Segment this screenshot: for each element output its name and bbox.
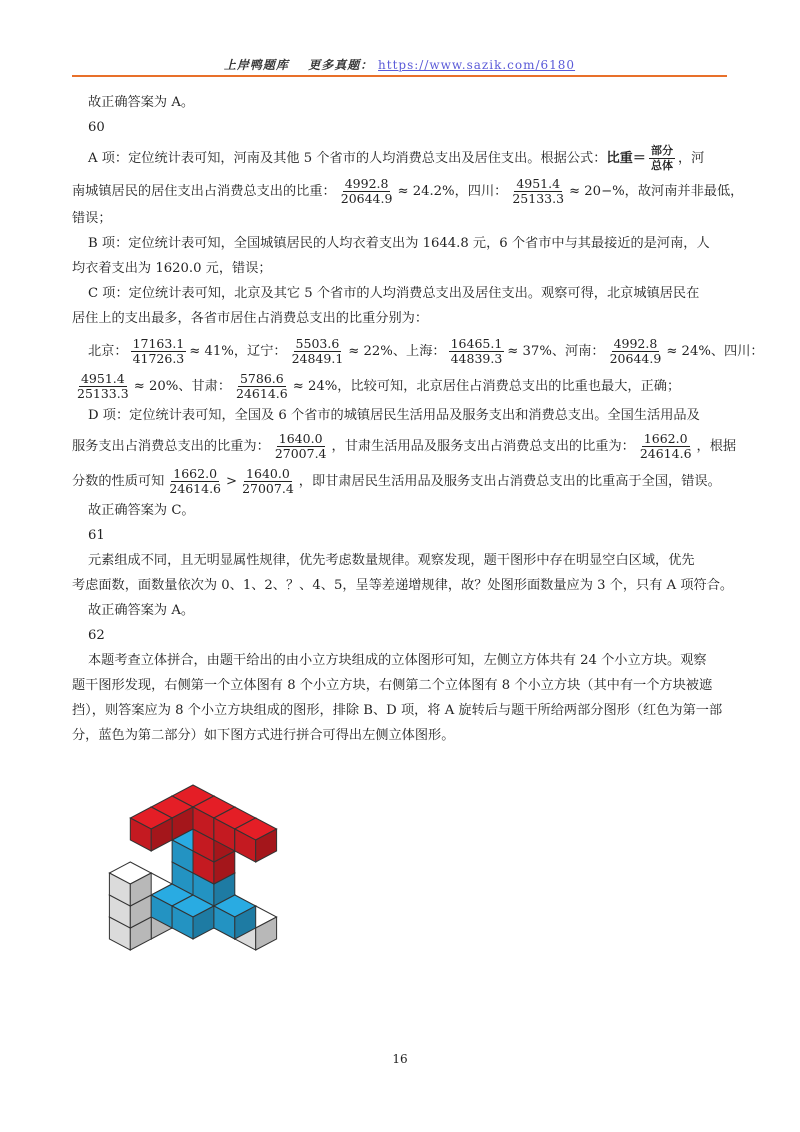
- fraction: $\frac{5786.6}{24614.6}$: [236, 371, 288, 401]
- brand-name: 上岸鸭题库: [223, 58, 289, 72]
- text-line: 故正确答案为 A。: [88, 95, 195, 110]
- text-line: C 项：定位统计表可知，北京及其它 5 个省市的人均消费总支出及居住支出。观察可得，北京城镇居民在: [88, 286, 700, 301]
- fraction: $\frac{5503.6}{24849.1}$: [291, 336, 344, 366]
- text-line: 挡），则答案应为 8 个小立方块组成的图形，排除 B、D 项，将 A 旋转后与题干所给两部分图形（红色为第一部: [72, 703, 723, 718]
- page-number: 16: [392, 1052, 408, 1066]
- fraction: $\frac{1640.0}{27007.4}$: [242, 466, 294, 496]
- fraction: $\frac{1662.0}{24614.6}$: [169, 466, 222, 496]
- text-line: 题干图形发现，右侧第一个立体图有 8 个小立方块，右侧第二个立体图有 8 个小立方块（其中有一个方块被遮: [72, 678, 713, 693]
- fraction: $\frac{1640.0}{27007.4}$: [274, 431, 327, 461]
- text-line: 分，蓝色为第二部分）如下图方式进行拼合可得出左侧立体图形。: [72, 728, 455, 743]
- text-line: B 项：定位统计表可知，全国城镇居民的人均衣着支出为 1644.8 元，6 个省市中与其最接近的是河南，人: [88, 236, 710, 251]
- more-label: 更多真题：: [308, 58, 374, 72]
- text-line: D 项：定位统计表可知，全国及 6 个省市的城镇居民生活用品及服务支出和消费总支出。全国生活用品及: [88, 408, 700, 423]
- header-rule: [72, 75, 727, 77]
- text-line: 元素组成不同，且无明显属性规律，优先考虑数量规律。观察发现，题干图形中存在明显空白区域，优先: [88, 553, 695, 568]
- fraction: $\frac{4992.8}{20644.9}$: [609, 336, 662, 366]
- text-line: 故正确答案为 C。: [88, 503, 195, 518]
- text-line: 南城镇居民的居住支出占消费总支出的比重： $\frac{4992.8}{20644.9}$ ≈ 24.2%，四川： $\frac{4951.4}{25133.3}$ ≈ 20−%，故河南并非最低，: [72, 176, 744, 206]
- fraction: $\frac{16465.1}{44839.3}$: [450, 336, 503, 366]
- document-body: [72, 90, 764, 748]
- question-number: 60: [88, 120, 105, 135]
- text-line: 服务支出占消费总支出的比重为： $\frac{1640.0}{27007.4}$ ，甘肃生活用品及服务支出占消费总支出的比重为： $\frac{1662.0}{24614.6}$ ，根据: [72, 431, 737, 461]
- question-number: 61: [88, 528, 105, 543]
- text-line: 本题考查立体拼合，由题干给出的由小立方块组成的立体图形可知，左侧立方体共有 24 个小立方块。观察: [88, 653, 707, 668]
- fraction: $\frac{17163.1}{41726.3}$: [132, 336, 185, 366]
- text-line: A 项：定位统计表可知，河南及其他 5 个省市的人均消费总支出及居住支出。根据公式： 比重＝ $\frac{\text{部分}}{\text{总体}}$ ，河: [88, 144, 705, 172]
- text-line: 故正确答案为 A。: [88, 603, 195, 618]
- source-link[interactable]: https://www.sazik.com/6180: [378, 58, 576, 72]
- fraction: $\frac{4951.4}{25133.3}$: [77, 371, 129, 401]
- fraction: $\frac{4992.8}{20644.9}$: [340, 176, 393, 206]
- text-line: 考虑面数，面数量依次为 0、1、2、？、4、5，呈等差递增规律，故？处图形面数量应为 3 个，只有 A 项符合。: [72, 578, 734, 593]
- text-line: 北京： $\frac{17163.1}{41726.3}$ ≈ 41%，辽宁： $\frac{5503.6}{24849.1}$ ≈ 22%、上海： $\frac{16465.1}{44839.3}$ ≈ 37%、河南： $\frac{4992.8}{20644.9}$ ≈ 24%、四川：: [88, 336, 764, 366]
- page-header: [72, 56, 727, 73]
- fraction: $\frac{1662.0}{24614.6}$: [639, 431, 692, 461]
- formula-fraction: $\frac{\text{部分}}{\text{总体}}$: [651, 144, 673, 172]
- text-line: 居住上的支出最多，各省市居住占消费总支出的比重分别为：: [72, 311, 429, 326]
- text-line: 分数的性质可知 $\frac{1662.0}{24614.6}$ > $\frac{1640.0}{27007.4}$ ，即甘肃居民生活用品及服务支出占消费总支出的比重高于全国，错误。: [72, 466, 721, 496]
- question-number: 62: [88, 628, 105, 643]
- fraction: $\frac{4951.4}{25133.3}$: [512, 176, 565, 206]
- text-line: 错误；: [72, 211, 112, 226]
- text-line: 均衣着支出为 1620.0 元，错误；: [72, 261, 272, 276]
- text-line: $\frac{4951.4}{25133.3}$ ≈ 20%、甘肃： $\frac{5786.6}{24614.6}$ ≈ 24%，比较可知，北京居住占消费总支出的比重也最大，正确；: [77, 371, 681, 401]
- cube-assembly-figure: [88, 745, 288, 1030]
